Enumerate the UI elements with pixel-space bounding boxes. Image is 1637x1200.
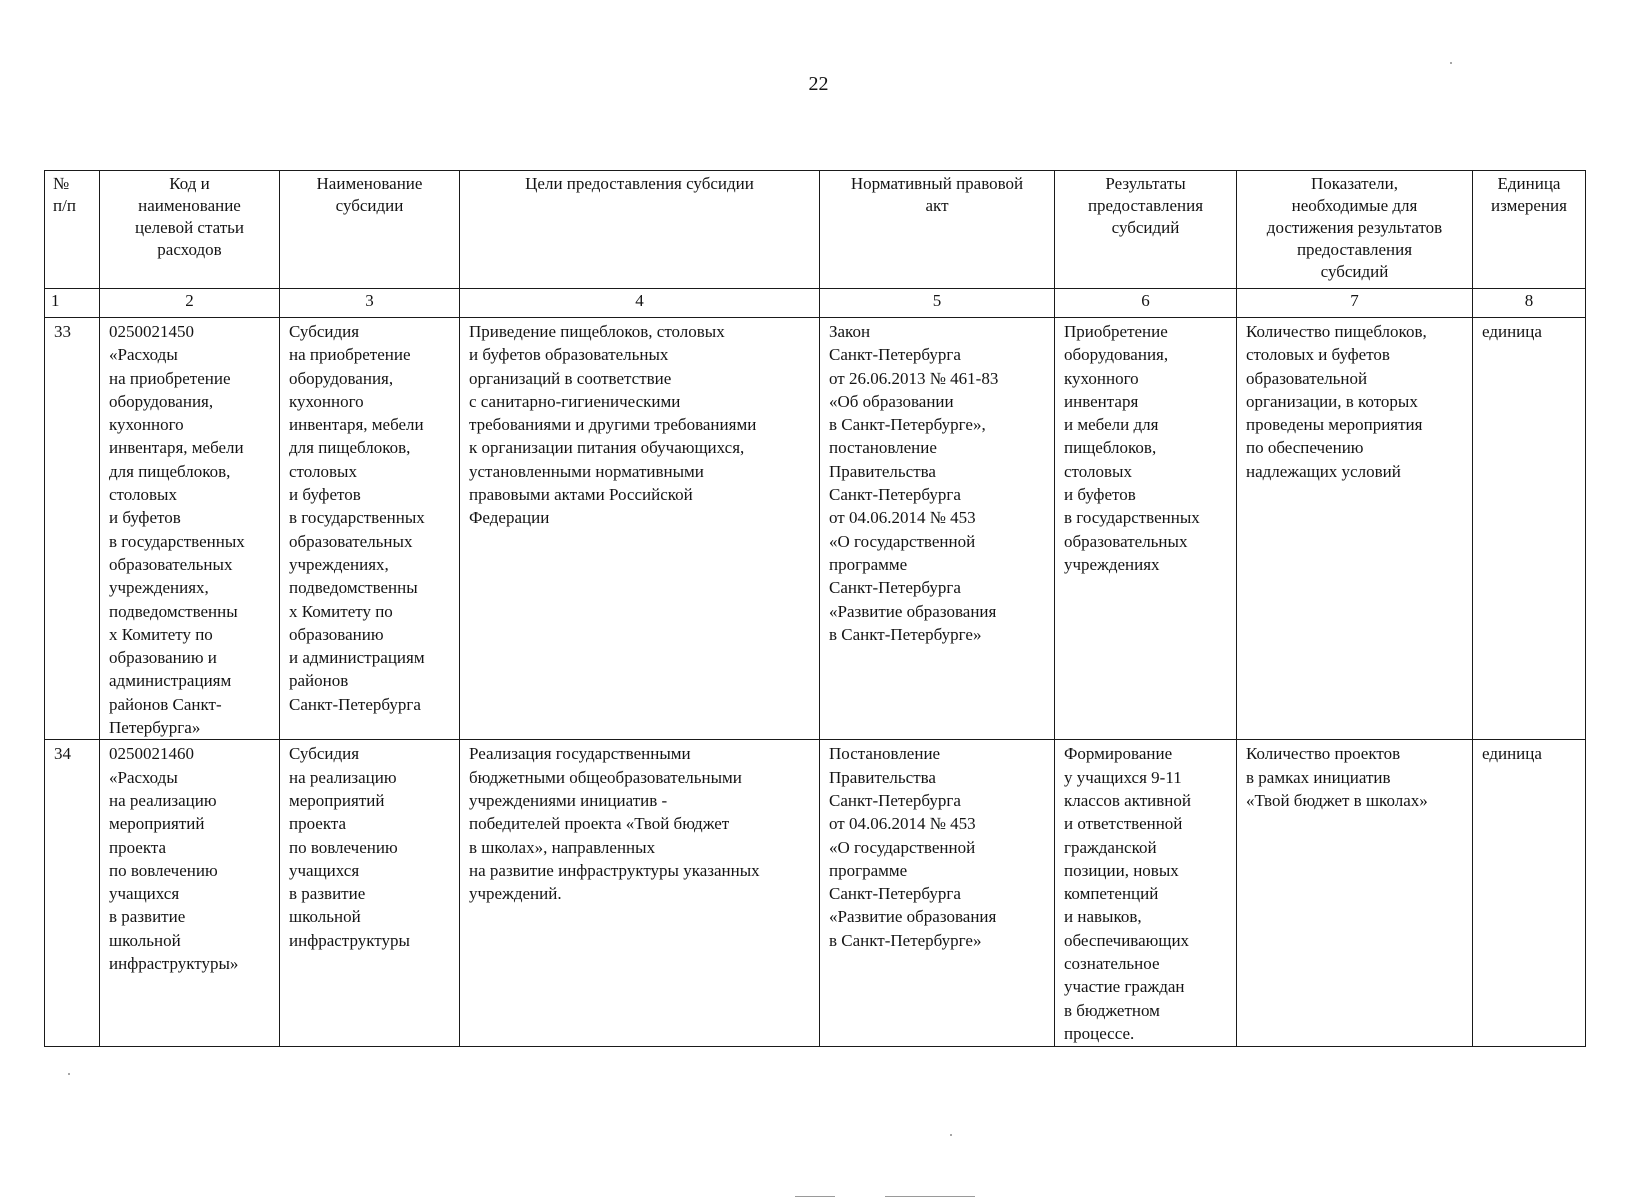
- column-number: 5: [820, 289, 1055, 318]
- unit-cell: единица: [1473, 740, 1586, 1047]
- code-cell: 0250021450 «Расходы на приобретение оборудования, кухонного инвентаря, мебели для пищеблоков, столовых и буфетов в государственных образовательных учреждениях, подведомственны х Комитету по образованию и администрациям районов Санкт- Петербурга»: [100, 318, 280, 740]
- results-cell: Формирование у учащихся 9-11 классов активной и ответственной гражданской позиции, новых компетенций и навыков, обеспечивающих сознательное участие граждан в бюджетном процессе.: [1055, 740, 1237, 1047]
- column-number: 3: [280, 289, 460, 318]
- column-number: 6: [1055, 289, 1237, 318]
- scan-speck: [1450, 62, 1452, 64]
- header-subsidy-name: Наименование субсидии: [280, 171, 460, 289]
- column-number: 7: [1237, 289, 1473, 318]
- header-unit: Единица измерения: [1473, 171, 1586, 289]
- header-indicators: Показатели, необходимые для достижения результатов предоставления субсидий: [1237, 171, 1473, 289]
- column-number: 8: [1473, 289, 1586, 318]
- column-numbers-row: [45, 289, 1586, 318]
- table-row: [45, 318, 1586, 740]
- header-results: Результаты предоставления субсидий: [1055, 171, 1237, 289]
- row-number: 33: [45, 318, 100, 740]
- table-row: [45, 740, 1586, 1047]
- goals-cell: Реализация государственными бюджетными общеобразовательными учреждениями инициатив - победителей проекта «Твой бюджет в школах», направленных на развитие инфраструктуры указанных учреждений.: [460, 740, 820, 1047]
- header-goals: Цели предоставления субсидии: [460, 171, 820, 289]
- legal-act-cell: Закон Санкт-Петербурга от 26.06.2013 № 461-83 «Об образовании в Санкт-Петербурге», постановление Правительства Санкт-Петербурга от 04.06.2014 № 453 «О государственной программе Санкт-Петербурга «Развитие образования в Санкт-Петербурге»: [820, 318, 1055, 740]
- row-number: 34: [45, 740, 100, 1047]
- header-row-number: № п/п: [45, 171, 100, 289]
- scan-line: [885, 1196, 975, 1197]
- results-cell: Приобретение оборудования, кухонного инвентаря и мебели для пищеблоков, столовых и буфетов в государственных образовательных учреждениях: [1055, 318, 1237, 740]
- indicators-cell: Количество проектов в рамках инициатив «Твой бюджет в школах»: [1237, 740, 1473, 1047]
- table-header-row: [45, 171, 1586, 289]
- subsidy-table: [44, 170, 1586, 1047]
- column-number: 2: [100, 289, 280, 318]
- subsidy-name-cell: Субсидия на приобретение оборудования, кухонного инвентаря, мебели для пищеблоков, столовых и буфетов в государственных образовательных учреждениях, подведомственны х Комитету по образованию и администрациям районов Санкт-Петербурга: [280, 318, 460, 740]
- column-number: 1: [45, 289, 100, 318]
- column-number: 4: [460, 289, 820, 318]
- legal-act-cell: Постановление Правительства Санкт-Петербурга от 04.06.2014 № 453 «О государственной программе Санкт-Петербурга «Развитие образования в Санкт-Петербурге»: [820, 740, 1055, 1047]
- code-cell: 0250021460 «Расходы на реализацию мероприятий проекта по вовлечению учащихся в развитие школьной инфраструктуры»: [100, 740, 280, 1047]
- scan-line: [795, 1196, 835, 1197]
- header-code: Код и наименование целевой статьи расходов: [100, 171, 280, 289]
- header-legal-act: Нормативный правовой акт: [820, 171, 1055, 289]
- subsidy-name-cell: Субсидия на реализацию мероприятий проекта по вовлечению учащихся в развитие школьной инфраструктуры: [280, 740, 460, 1047]
- scan-speck: [68, 1073, 70, 1075]
- goals-cell: Приведение пищеблоков, столовых и буфетов образовательных организаций в соответствие с санитарно-гигиеническими требованиями и другими требованиями к организации питания обучающихся, установленными нормативными правовыми актами Российской Федерации: [460, 318, 820, 740]
- page-number: 22: [808, 73, 829, 95]
- scan-speck: [950, 1134, 952, 1136]
- indicators-cell: Количество пищеблоков, столовых и буфетов образовательной организации, в которых проведены мероприятия по обеспечению надлежащих условий: [1237, 318, 1473, 740]
- unit-cell: единица: [1473, 318, 1586, 740]
